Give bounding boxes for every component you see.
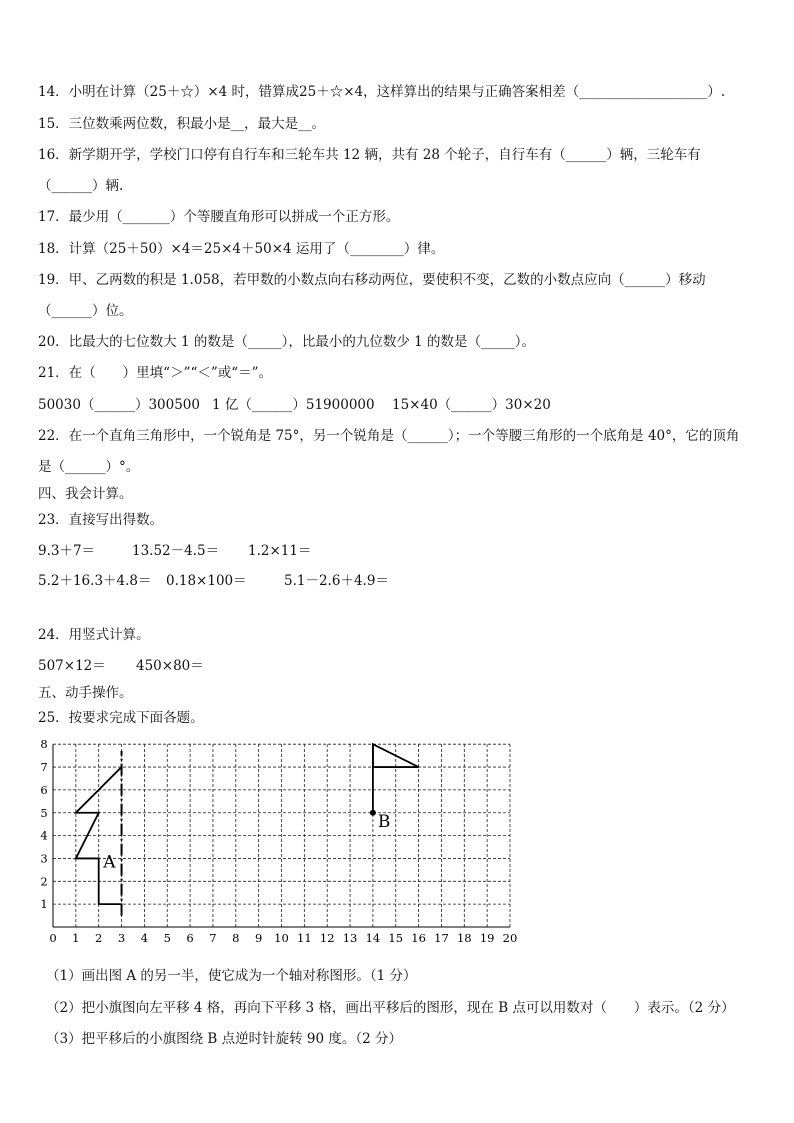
question-24-item-2: 450×80＝	[136, 658, 204, 674]
question-24-item-1: 507×12＝	[38, 658, 106, 674]
y-tick-label: 7	[40, 760, 48, 775]
x-tick-label: 0	[49, 931, 57, 945]
grid-figure	[30, 735, 530, 950]
question-21-item-1: 50030（______）300500	[38, 397, 200, 413]
y-tick-label: 5	[40, 805, 48, 820]
x-tick-label: 19	[479, 931, 495, 945]
question-17: 17．最少用（_______）个等腰直角形可以拼成一个正方形。	[38, 209, 400, 225]
y-tick-label: 3	[40, 851, 48, 866]
question-23-row2-item2: 0.18×100＝	[166, 573, 247, 589]
x-tick-label: 10	[274, 931, 289, 945]
question-24: 24．用竖式计算。	[38, 627, 150, 643]
point-b	[370, 810, 376, 816]
x-tick-label: 6	[186, 931, 194, 945]
question-21-item-2: 1 亿（______）51900000	[212, 397, 375, 413]
x-tick-label: 20	[502, 931, 518, 945]
question-23-row1-item1: 9.3＋7＝	[38, 543, 96, 559]
question-21-item-3: 15×40（______）30×20	[392, 397, 551, 413]
x-tick-label: 12	[319, 931, 335, 945]
x-tick-label: 8	[232, 931, 240, 945]
question-23-row2-item1: 5.2＋16.3＋4.8＝	[38, 573, 152, 589]
question-25: 25．按要求完成下面各题。	[38, 710, 204, 726]
y-tick-label: 2	[40, 874, 48, 889]
x-tick-label: 14	[365, 931, 381, 945]
question-23-row2-item3: 5.1－2.6＋4.9＝	[284, 573, 389, 589]
label-a: A	[103, 852, 116, 873]
x-tick-label: 3	[117, 931, 126, 945]
x-tick-label: 4	[140, 931, 149, 945]
question-19-line1: 19．甲、乙两数的积是 1.058，若甲数的小数点向右移动两位，要使积不变，乙数的小数点应向（______）移动	[38, 272, 706, 288]
sub-question-3: （3）把平移后的小旗图绕 B 点逆时针旋转 90 度。（2 分）	[46, 1031, 402, 1047]
y-tick-label: 6	[40, 782, 48, 797]
question-23: 23．直接写出得数。	[38, 512, 164, 528]
question-16-line2: （______）辆.	[38, 178, 124, 194]
question-15: 15．三位数乘两位数，积最小是__，最大是__。	[38, 116, 326, 132]
x-tick-label: 11	[297, 931, 312, 945]
question-20: 20．比最大的七位数大 1 的数是（_____），比最小的九位数少 1 的数是（_____）。	[38, 334, 536, 350]
x-tick-label: 16	[411, 931, 426, 945]
question-14: 14．小明在计算（25＋☆）×4 时，错算成25＋☆×4，这样算出的结果与正确答案相差（___________________）.	[38, 84, 726, 100]
x-tick-label: 7	[209, 931, 217, 945]
y-tick-label: 8	[40, 737, 48, 752]
flag-triangle	[373, 744, 419, 767]
question-22-line2: 是（______）°。	[38, 459, 140, 475]
question-22-line1: 22．在一个直角三角形中，一个锐角是 75°，另一个锐角是（______）；一个等腰三角形的一个底角是 40°，它的顶角	[38, 428, 740, 444]
y-tick-label: 1	[40, 897, 48, 912]
question-19-line2: （______）位。	[38, 303, 133, 319]
question-23-row1-item2: 13.52－4.5＝	[132, 543, 220, 559]
question-23-row1-item3: 1.2×11＝	[248, 543, 312, 559]
x-tick-label: 18	[456, 931, 472, 945]
sub-question-1: （1）画出图 A 的另一半，使它成为一个轴对称图形。（1 分）	[46, 968, 417, 984]
x-tick-label: 9	[254, 931, 263, 945]
question-16-line1: 16．新学期开学，学校门口停有自行车和三轮车共 12 辆，共有 28 个轮子，自行车有（______）辆，三轮车有	[38, 147, 701, 163]
x-tick-label: 13	[342, 931, 358, 945]
question-21: 21．在（ ）里填“＞”“＜”或“＝”。	[38, 365, 273, 381]
y-tick-label: 4	[40, 828, 48, 843]
x-tick-label: 5	[163, 931, 171, 945]
question-18: 18．计算（25＋50）×4＝25×4＋50×4 运用了（________）律。	[38, 241, 445, 257]
x-tick-label: 17	[434, 931, 449, 945]
x-tick-label: 15	[388, 931, 404, 945]
coordinate-grid	[30, 735, 530, 950]
section-4-heading: 四、我会计算。	[38, 486, 133, 502]
x-tick-label: 1	[72, 931, 80, 945]
label-b: B	[377, 811, 391, 832]
section-5-heading: 五、动手操作。	[38, 685, 133, 701]
sub-question-2: （2）把小旗图向左平移 4 格，再向下平移 3 格，画出平移后的图形，现在 B 点可以用数对（ ）表示。（2 分）	[46, 1000, 735, 1016]
x-tick-label: 2	[95, 931, 103, 945]
